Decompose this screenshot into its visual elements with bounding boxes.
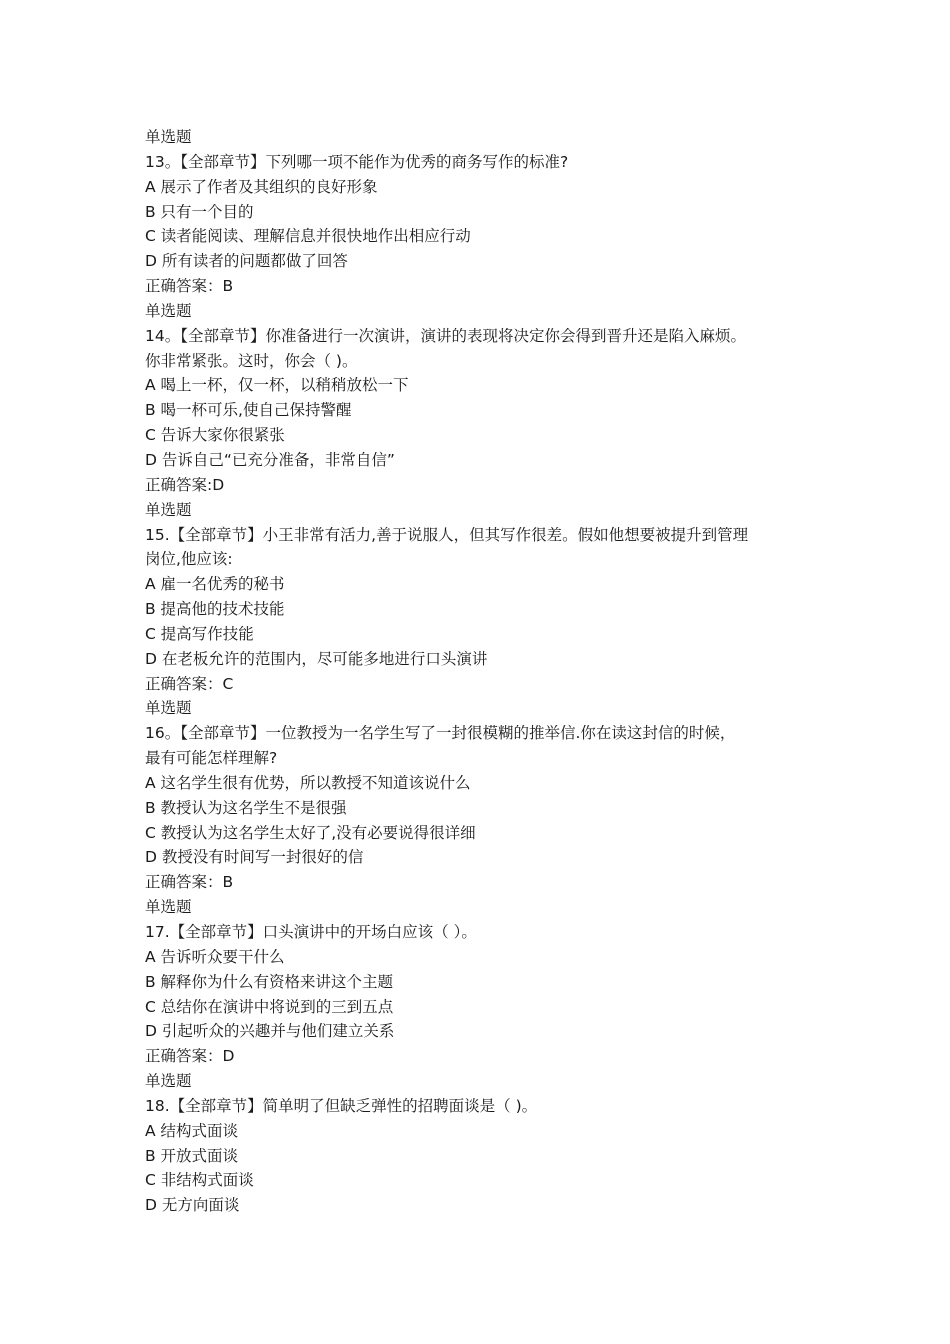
correct-answer: 正确答案：D xyxy=(145,1047,235,1066)
question-stem: 16。【全部章节】一位教授为一名学生写了一封很模糊的推举信.你在读这封信的时候， xyxy=(145,724,736,743)
answer-option: A 喝上一杯，仅一杯，以稍稍放松一下 xyxy=(145,376,409,395)
question-stem: 13。【全部章节】下列哪一项不能作为优秀的商务写作的标准? xyxy=(145,152,569,171)
question-type: 单选题 xyxy=(145,500,192,519)
question-block xyxy=(145,895,835,1069)
question-stem: 最有可能怎样理解? xyxy=(145,749,278,768)
answer-option: C 告诉大家你很紧张 xyxy=(145,426,285,445)
question-stem: 岗位,他应该: xyxy=(145,550,233,569)
correct-answer: 正确答案：C xyxy=(145,674,234,693)
answer-option: D 教授没有时间写一封很好的信 xyxy=(145,848,364,867)
question-type: 单选题 xyxy=(145,898,192,917)
answer-option: A 告诉听众要干什么 xyxy=(145,947,285,966)
question-type: 单选题 xyxy=(145,1072,192,1091)
answer-option: A 雇一名优秀的秘书 xyxy=(145,575,285,594)
correct-answer: 正确答案:D xyxy=(145,475,225,494)
answer-option: C 非结构式面谈 xyxy=(145,1171,254,1190)
question-block xyxy=(145,696,835,895)
answer-option: D 所有读者的问题都做了回答 xyxy=(145,252,348,271)
correct-answer: 正确答案：B xyxy=(145,873,234,892)
question-block xyxy=(145,498,835,697)
question-type: 单选题 xyxy=(145,301,192,320)
question-stem: 18.【全部章节】简单明了但缺乏弹性的招聘面谈是（ )。 xyxy=(145,1096,538,1115)
answer-option: B 教授认为这名学生不是很强 xyxy=(145,798,347,817)
answer-option: B 开放式面谈 xyxy=(145,1146,239,1165)
question-block xyxy=(145,299,835,498)
answer-option: B 喝一杯可乐,使自己保持警醒 xyxy=(145,401,352,420)
answer-option: C 总结你在演讲中将说到的三到五点 xyxy=(145,997,394,1016)
answer-option: B 只有一个目的 xyxy=(145,202,254,221)
question-block xyxy=(145,125,835,299)
question-stem: 14。【全部章节】你准备进行一次演讲，演讲的表现将决定你会得到晋升还是陷入麻烦。 xyxy=(145,326,746,345)
answer-option: B 解释你为什么有资格来讲这个主题 xyxy=(145,972,394,991)
answer-option: C 读者能阅读、理解信息并很快地作出相应行动 xyxy=(145,227,471,246)
question-stem: 你非常紧张。这时，你会（ )。 xyxy=(145,351,358,370)
question-stem: 17.【全部章节】口头演讲中的开场白应该（ ）。 xyxy=(145,923,477,941)
question-stem: 15.【全部章节】小王非常有活力,善于说服人，但其写作很差。假如他想要被提升到管理 xyxy=(145,525,749,544)
answer-option: C 提高写作技能 xyxy=(145,624,254,643)
question-type: 单选题 xyxy=(145,128,192,146)
answer-option: D 在老板允许的范围内，尽可能多地进行口头演讲 xyxy=(145,649,488,668)
answer-option: D 引起听众的兴趣并与他们建立关系 xyxy=(145,1022,395,1041)
answer-option: D 告诉自己“已充分准备，非常自信” xyxy=(145,450,395,469)
answer-option: A 展示了作者及其组织的良好形象 xyxy=(145,177,378,196)
question-type: 单选题 xyxy=(145,699,192,718)
answer-option: A 结构式面谈 xyxy=(145,1121,239,1140)
answer-option: B 提高他的技术技能 xyxy=(145,600,285,619)
question-block xyxy=(145,1069,835,1218)
answer-option: D 无方向面谈 xyxy=(145,1196,240,1215)
correct-answer: 正确答案：B xyxy=(145,277,234,296)
answer-option: A 这名学生很有优势，所以教授不知道该说什么 xyxy=(145,773,471,792)
answer-option: C 教授认为这名学生太好了,没有必要说得很详细 xyxy=(145,823,476,842)
document-page xyxy=(145,125,835,1218)
